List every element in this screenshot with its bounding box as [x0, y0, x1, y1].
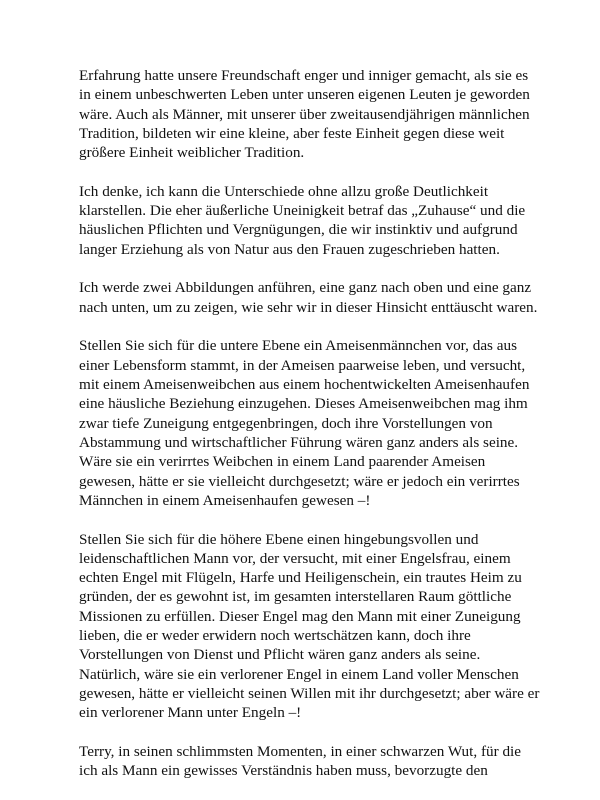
text-line: langer Erziehung als von Natur aus den Frauen zugeschrieben hatten. [79, 240, 500, 258]
text-line: zwar tiefe Zuneigung entgegenbringen, doch ihre Vorstellungen von [79, 414, 493, 432]
text-line: Missionen zu erfüllen. Dieser Engel mag den Mann mit einer Zuneigung [79, 607, 521, 625]
paragraph-4 [79, 336, 539, 510]
paragraph-1 [79, 66, 539, 162]
paragraph-6 [79, 742, 539, 781]
text-line: ich als Mann ein gewisses Verständnis haben muss, bevorzugte den [79, 762, 488, 780]
text-line: nach unten, um zu zeigen, wie sehr wir in dieser Hinsicht enttäuscht waren. [79, 298, 538, 316]
text-line: eine häusliche Beziehung einzugehen. Dieses Ameisenweibchen mag ihm [79, 395, 528, 413]
text-line: gewesen, hätte er sie vielleicht durchgesetzt; wäre er jedoch ein verirrtes [79, 472, 520, 490]
text-line: klarstellen. Die eher äußerliche Uneinigkeit betraf das „Zuhause“ und die [79, 202, 526, 220]
text-line: Männchen in einem Ameisenhaufen gewesen –! [79, 491, 371, 509]
text-line: wäre. Auch als Männer, mit unserer über zweitausendjährigen männlichen [79, 105, 530, 123]
text-line: Abstammung und wirtschaftlicher Führung wären ganz anders als seine. [79, 433, 519, 451]
paragraph-2 [79, 182, 539, 259]
text-line: Ich denke, ich kann die Unterschiede ohne allzu große Deutlichkeit [79, 182, 489, 200]
text-line: einer Lebensform stammt, in der Ameisen paarweise leben, und versucht, [79, 356, 526, 374]
paragraph-5 [79, 530, 539, 723]
text-line: Tradition, bildeten wir eine kleine, aber feste Einheit gegen diese weit [79, 124, 505, 142]
text-line: Natürlich, wäre sie ein verlorener Engel in einem Land voller Menschen [79, 665, 519, 683]
text-line: Stellen Sie sich für die höhere Ebene einen hingebungsvollen und [79, 530, 479, 548]
paragraph-3 [79, 278, 539, 317]
text-line: größere Einheit weiblicher Tradition. [79, 144, 305, 162]
text-line: gründen, der es gewohnt ist, im gesamten interstellaren Raum göttliche [79, 588, 512, 606]
text-line: leidenschaftlichen Mann vor, der versucht, mit einer Engelsfrau, einem [79, 549, 511, 567]
text-line: ein verlorener Mann unter Engeln –! [79, 704, 302, 722]
text-line: häuslichen Pflichten und Vergnügungen, die wir instinktiv und aufgrund [79, 221, 518, 239]
text-line: mit einem Ameisenweibchen aus einem hochentwickelten Ameisenhaufen [79, 376, 530, 394]
text-line: Wäre sie ein verirrtes Weibchen in einem Land paarender Ameisen [79, 453, 486, 471]
text-line: Stellen Sie sich für die untere Ebene ein Ameisenmännchen vor, das aus [79, 337, 518, 355]
text-line: echten Engel mit Flügeln, Harfe und Heiligenschein, ein trautes Heim zu [79, 569, 522, 587]
document-page [79, 66, 539, 800]
text-line: lieben, die er weder erwidern noch wertschätzen kann, doch ihre [79, 626, 471, 644]
text-line: gewesen, hätte er vielleicht seinen Willen mit ihr durchgesetzt; aber wäre er [79, 684, 540, 702]
text-line: Vorstellungen von Dienst und Pflicht wären ganz anders als seine. [79, 646, 481, 664]
text-line: Ich werde zwei Abbildungen anführen, eine ganz nach oben und eine ganz [79, 279, 532, 297]
text-line: Terry, in seinen schlimmsten Momenten, in einer schwarzen Wut, für die [79, 742, 522, 760]
text-line: in einem unbeschwerten Leben unter unseren eigenen Leuten je geworden [79, 86, 530, 104]
text-line: Erfahrung hatte unsere Freundschaft enger und inniger gemacht, als sie es [79, 67, 529, 84]
